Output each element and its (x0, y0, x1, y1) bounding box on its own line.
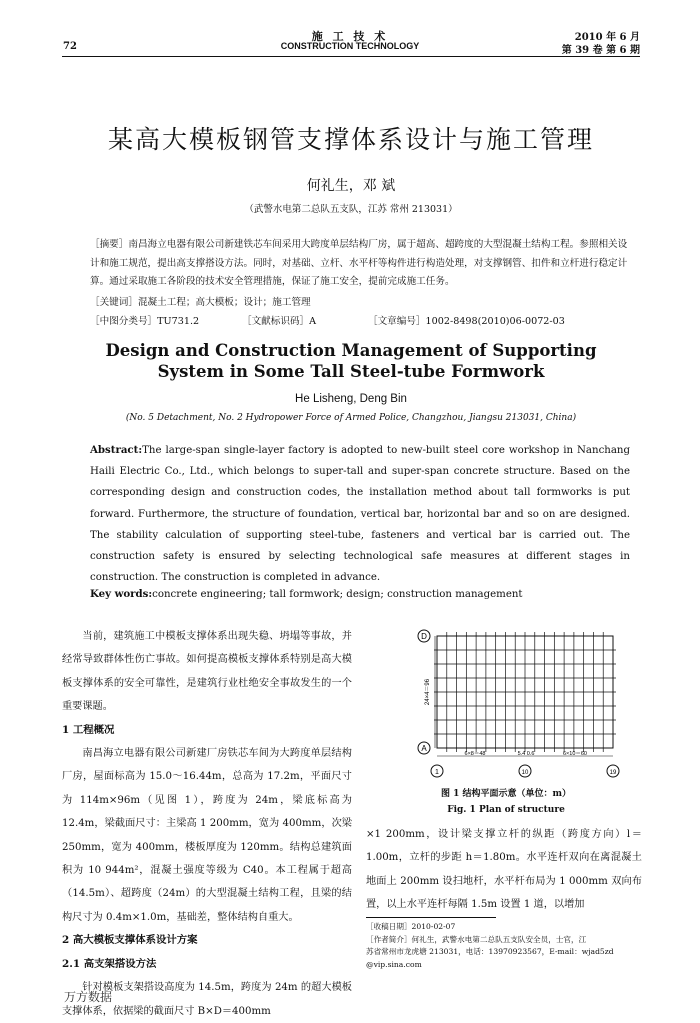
received-date: ［收稿日期］2010-02-07 (366, 922, 456, 931)
journal-name-en: CONSTRUCTION TECHNOLOGY (280, 41, 420, 51)
dimension-middle: 5.4 0.6 (517, 751, 535, 757)
abstract-cn: ［摘要］南昌海立电器有限公司新建铁芯车间采用大跨度单层结构厂房，属于超高、超跨度的大型混凝土结构工程。参照相关设计和施工规范，提出高支撑搭设方法。同时，对基础、立杆、水平杆等构件进行构造处理，对支撑钢管、扣件和立杆进行稳定计算。通过采取施工各阶段的技术安全管理措施，保证了施工安全，提前完成施工任务。 (90, 239, 628, 287)
issue-date: 2010 年 6 月 (574, 32, 640, 43)
section-heading-1: 1 工程概况 (62, 723, 115, 736)
abstract-en-text: The large-span single-layer factory is adopted to new-built steel core workshop in Nanchang Haili Electric Co., Ltd., which belongs to super-tall and super-span concrete structure. Based on the corresponding design and construction codes, the installation method about tall formworks is put forward. Furthermore, the structure of foundation, vertical bar, horizontal bar and so on are designed. The stability calculation of supporting steel-tube, fasteners and vertical bar is carried out. The construction safety is ensured by selecting technological safe measures at different stages in construction. The construction is completed in advance. (90, 445, 630, 584)
figure-caption-cn: 图 1 结构平面示意（单位：m） (440, 789, 572, 799)
document-code: ［文献标识码］A (242, 316, 317, 327)
section-heading-2: 2 高大模板支撑体系设计方案 (62, 934, 198, 947)
keywords-en (90, 588, 630, 600)
dimension-left: 6×8＝48 (464, 751, 486, 757)
author-bio-line3: @vip.sina.com (366, 959, 422, 969)
authors-en: He Lisheng, Deng Bin (295, 393, 407, 405)
source-watermark: 万方数据 (64, 990, 113, 1004)
title-en (62, 340, 640, 382)
body-left-column (62, 625, 352, 1023)
classification-row (90, 313, 630, 327)
keywords-cn: ［关键词］混凝土工程；高大模板；设计；施工管理 (90, 297, 311, 308)
affiliation-en: (No. 5 Detachment, No. 2 Hydropower Force of Armed Police, Changzhou, Jiangsu 213031, China) (125, 413, 577, 423)
intro-paragraph: 当前，建筑施工中模板支撑体系出现失稳、坍塌等事故，并经常导致群体性伤亡事故。如何提高模板支撑体系特别是高大模板支撑体系的安全可靠性，是建筑行业杜绝安全事故发生的一个重要课题。 (62, 631, 352, 713)
abstract-en-label: Abstract: (90, 444, 143, 456)
vertical-dimension-label: 24×4＝96 (425, 678, 431, 706)
structure-plan-figure (415, 622, 635, 780)
body-right-column: ×1 200mm，设计梁支撑立杆的纵距（跨度方向）l＝1.00m，立杆的步距 h＝1.80m。水平连杆双向在离混凝土地面上 200mm 设扫地杆，水平杆布局为 1 000mm 双向布置，以上水平连杆每隔 1.5m 设置 1 道，以增加 (366, 829, 642, 911)
journal-name-cn: 施 工 技 术 (311, 30, 389, 43)
axis-label-19: 19 (609, 770, 617, 776)
subsection-heading-2-1: 2.1 高支架搭设方法 (62, 957, 157, 970)
axis-label-1: 1 (435, 769, 439, 776)
volume-issue: 第 39 卷 第 6 期 (561, 45, 640, 56)
keywords-en-label: Key words: (90, 588, 153, 600)
affiliation-cn: （武警水电第二总队五支队，江苏 常州 213031） (244, 204, 458, 215)
section-2-1-paragraph: 针对模板支架搭设高度为 14.5m，跨度为 24m 的超大模板支撑体系，依据梁的截面尺寸 B×D＝400mm (62, 982, 352, 1017)
abstract-en (90, 440, 630, 588)
axis-label-10: 10 (521, 770, 529, 776)
page-number: 72 (63, 41, 77, 52)
footnote (366, 921, 642, 971)
title-en-line1: Design and Construction Management of Supporting (105, 341, 597, 360)
axis-label-d: D (421, 632, 427, 641)
keywords-en-text: concrete engineering; tall formwork; design; construction management (152, 589, 523, 600)
author-bio-line2: 苏省常州市龙虎塘 213031，电话：13970923567，E-mail：wjad5zd (366, 947, 614, 956)
authors-cn: 何礼生，邓 斌 (306, 178, 396, 194)
dimension-right: 6×10＝60 (562, 751, 588, 757)
axis-label-a: A (421, 744, 427, 753)
section-1-paragraph: 南昌海立电器有限公司新建厂房铁芯车间为大跨度单层结构厂房，屋面标高为 15.0～16.44m，总高为 17.2m，平面尺寸为 114m×96m（见图 1），跨度为 24m，梁底标高为 12.4m，梁截面尺寸：主梁高 1 200mm，宽为 400mm，次梁 250mm，宽为 400mm，楼板厚度为 120mm。结构总建筑面积为 10 944m²，混凝土强度等级为 C40。本工程属于超高（14.5m）、超跨度（24m）的大型混凝土结构工程，且梁的结构尺寸为 0.4m×1.0m，基础差，整体结构自重大。 (62, 748, 352, 923)
title-en-line2: System in Some Tall Steel-tube Formwork (157, 362, 545, 381)
figure-caption-en: Fig. 1 Plan of structure (447, 805, 565, 815)
header-rule (62, 56, 640, 57)
footnote-rule (366, 917, 496, 918)
author-bio-line1: ［作者简介］何礼生，武警水电第二总队五支队安全员，士官，江 (366, 934, 587, 944)
title-cn: 某高大模板钢管支撑体系设计与施工管理 (107, 125, 594, 154)
clc-number: ［中图分类号］TU731.2 (90, 316, 200, 327)
article-number: ［文章编号］1002-8498(2010)06-0072-03 (368, 316, 565, 327)
structure-grid (434, 632, 616, 752)
